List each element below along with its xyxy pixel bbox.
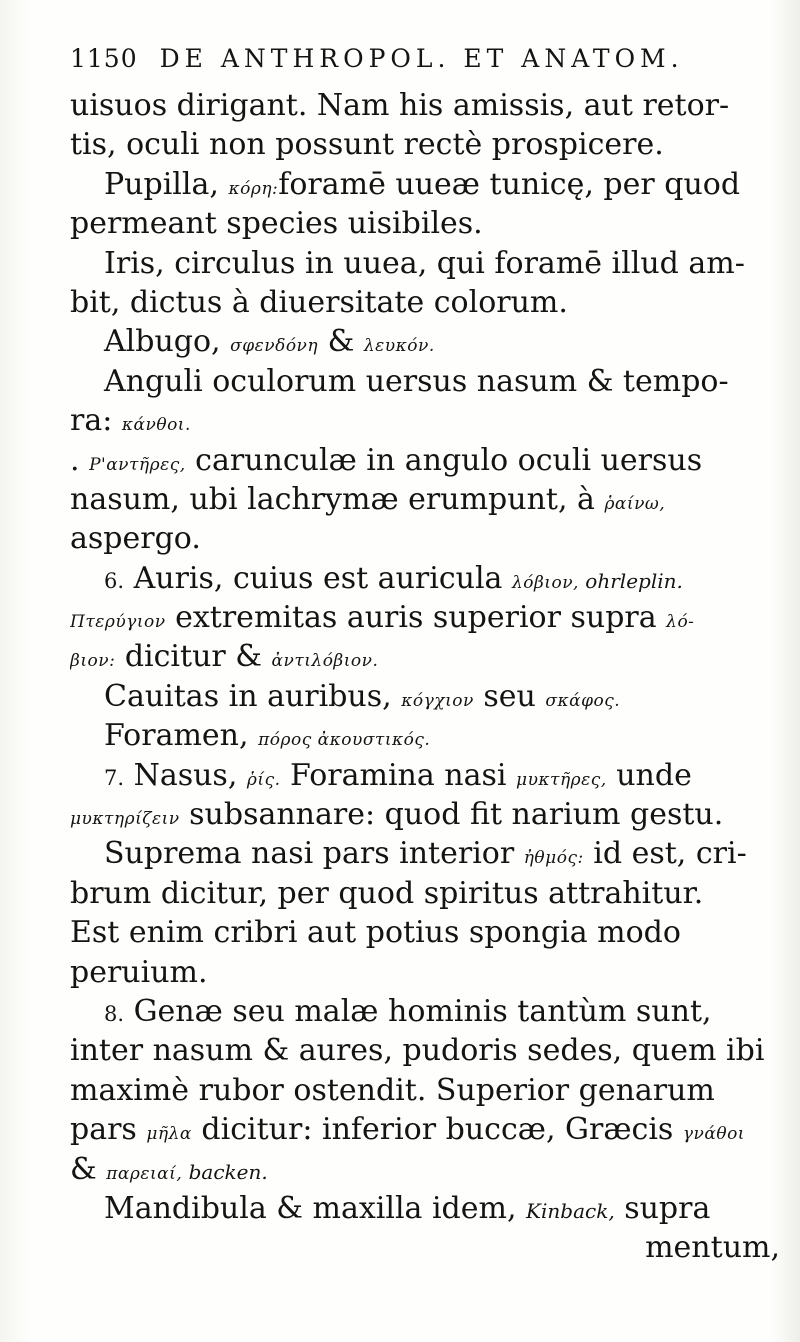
body-text [70, 86, 780, 1268]
greek-term: κόρη: [228, 178, 279, 199]
text-segment: ra: [70, 403, 122, 439]
text-segment: inter nasum & aures, pudoris sedes, quem ibi [70, 1033, 765, 1069]
text-line [70, 86, 780, 125]
page-number: 1150 [70, 44, 138, 73]
text-segment: 6. [104, 568, 125, 593]
text-segment: Foramen, [104, 718, 259, 754]
text-segment: unde [606, 757, 692, 793]
text-segment: dicitur: inferior buccæ, Græcis [191, 1112, 683, 1148]
running-title: DE ANTHROPOL. ET ANATOM. [159, 44, 684, 73]
text-line [70, 756, 780, 795]
running-header [70, 44, 760, 84]
text-segment: Cauitas in auribus, [104, 678, 402, 714]
text-line [70, 1110, 780, 1149]
greek-term: μυκτηρίζειν [70, 809, 180, 830]
text-line [70, 480, 780, 519]
text-segment: foramē uueæ tunicę, per quod [278, 166, 741, 202]
greek-term: κόγχιον [401, 690, 474, 711]
text-line [70, 874, 780, 913]
greek-term: λόβιον, [511, 572, 579, 593]
text-line [70, 913, 780, 952]
text-line [70, 716, 780, 755]
text-segment: supra [614, 1190, 711, 1226]
text-segment: bit, dictus à diuersitate colorum. [70, 284, 568, 320]
german-term: backen. [182, 1159, 268, 1184]
greek-term: ῥίς. [246, 769, 281, 790]
text-segment: maximè rubor ostendit. Superior genarum [70, 1072, 715, 1108]
text-segment: id est, cri- [583, 836, 747, 872]
text-segment: Iris, circulus in uuea, qui foramē illud am- [104, 245, 745, 281]
greek-term: λευκόν. [363, 336, 435, 357]
text-line [70, 125, 780, 164]
text-segment: permeant species uisibiles. [70, 206, 483, 242]
text-segment: nasum, ubi lachrymæ erumpunt, à [70, 481, 605, 517]
greek-term: σκάφος. [545, 690, 621, 711]
text-line [70, 165, 780, 204]
text-line [70, 441, 780, 480]
text-segment: Suprema nasi pars interior [104, 836, 524, 872]
text-segment: Foramina nasi [280, 757, 517, 793]
text-segment: uisuos dirigant. Nam his amissis, aut retor- [70, 88, 730, 123]
text-line [70, 1031, 780, 1070]
text-segment: Est enim cribri aut potius spongia modo [70, 915, 681, 951]
text-segment: carunculæ in angulo oculi uersus [185, 442, 703, 478]
text-line [70, 283, 780, 322]
text-segment: Pupilla, [104, 166, 229, 202]
greek-term: λό- [666, 612, 695, 633]
text-line [70, 204, 780, 243]
german-term: ohrleplin. [578, 568, 683, 593]
greek-term: πόρος ἀκουστικός. [258, 730, 431, 751]
greek-term: ῥαίνω, [604, 493, 666, 514]
greek-term: παρειαί, [106, 1163, 183, 1184]
text-segment: extremitas auris superior supra [165, 600, 667, 636]
text-line [70, 598, 780, 637]
greek-term: μῆλα [146, 1124, 192, 1145]
greek-term: γνάθοι [682, 1124, 745, 1145]
text-segment: brum dicitur, per quod spiritus attrahitur. [70, 875, 704, 911]
text-line [70, 559, 780, 598]
text-line [70, 992, 780, 1031]
greek-term: Ρ'αντῆρες, [89, 454, 186, 475]
text-segment: subsannare: quod fit narium gestu. [179, 797, 724, 833]
text-segment: pars [70, 1112, 147, 1148]
text-line [70, 244, 780, 283]
text-line [70, 1071, 780, 1110]
text-segment: Mandibula & maxilla idem, [104, 1190, 527, 1226]
text-segment: & [318, 324, 364, 360]
text-line [70, 677, 780, 716]
text-segment: tis, oculi non possunt rectè prospicere. [70, 127, 664, 163]
greek-term: σφενδόνη [230, 336, 319, 357]
text-segment: Albugo, [104, 324, 231, 360]
greek-term: κάνθοι. [121, 415, 191, 436]
text-segment: aspergo. [70, 521, 201, 557]
text-line [70, 1228, 780, 1267]
greek-term: μυκτῆρες, [516, 769, 607, 790]
text-segment: & [70, 1151, 107, 1187]
text-segment: Anguli oculorum uersus nasum & tempo- [104, 363, 729, 399]
text-line [70, 637, 780, 676]
german-term: Kinback, [526, 1198, 615, 1223]
text-line [70, 834, 780, 873]
text-line [70, 519, 780, 558]
text-segment: 7. [104, 765, 125, 790]
text-line [70, 1150, 780, 1189]
text-line [70, 401, 780, 440]
text-segment: . [70, 442, 90, 478]
text-segment: mentum, [645, 1230, 780, 1266]
text-line [70, 1189, 780, 1228]
greek-term: βιον: [70, 651, 116, 672]
greek-term: ἀντιλόβιον. [271, 651, 379, 672]
text-line [70, 362, 780, 401]
greek-term: ἠθμός: [523, 848, 584, 869]
text-segment: dicitur & [115, 639, 272, 675]
text-segment: peruium. [70, 954, 208, 990]
text-segment: Nasus, [124, 757, 247, 793]
text-line [70, 322, 780, 361]
text-segment: Genæ seu malæ hominis tantùm sunt, [124, 993, 712, 1029]
text-segment: 8. [104, 1001, 125, 1026]
text-line [70, 795, 780, 834]
text-segment: seu [473, 678, 546, 714]
text-segment: Auris, cuius est auricula [124, 560, 512, 596]
greek-term: Πτερύγιον [70, 612, 166, 633]
text-line [70, 953, 780, 992]
